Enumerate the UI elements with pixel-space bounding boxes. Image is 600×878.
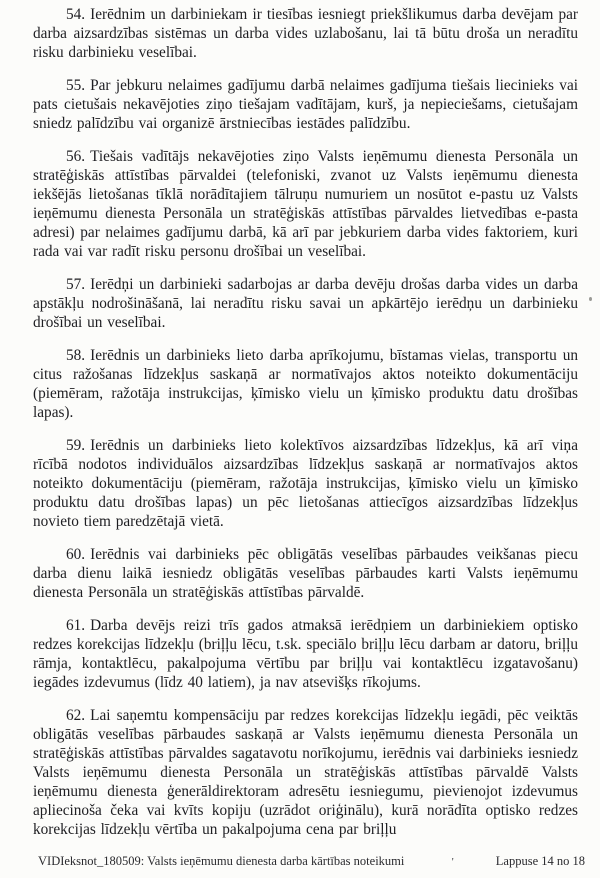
footer-document-id: VIDIeksnot_180509: Valsts ieņēmumu dienesta darba kārtības noteikumi (38, 854, 405, 868)
paragraph-60 (33, 545, 578, 602)
paragraph-text: Ierēdnis un darbinieks lieto darba aprīkojumu, bīstamas vielas, transportu un citus ražošanas līdzekļus saskaņā ar normatīvajos aktos noteikto dokumentāciju (piemēram, ražotāja instrukcijas, ķīmisko vielu un ķīmisko produktu datu drošības lapas). (33, 347, 578, 421)
paragraph-55 (33, 76, 578, 133)
paragraph-number: 58. (66, 347, 86, 364)
paragraph-57 (33, 275, 578, 332)
paragraph-54 (33, 5, 578, 62)
paragraph-text: Par jebkuru nelaimes gadījumu darbā nelaimes gadījuma tiešais liecinieks vai pats cietušais nekavējoties ziņo tiešajam vadītājam, kurš, ja nepieciešams, cietušajam sniedz palīdzību vai organizē ārstniecības iestādes palīdzību. (33, 77, 578, 132)
paragraph-number: 57. (66, 276, 86, 293)
paragraph-text: Ierēdnim un darbiniekam ir tiesības iesniegt priekšlikumus darba devējam par darba aizsardzības sistēmas un darba vides uzlabošanu, lai tā būtu droša un neradītu risku darbinieku veselībai. (33, 6, 578, 61)
paragraph-number: 54. (66, 6, 86, 23)
paragraph-text: Ierēdnis vai darbinieks pēc obligātās veselības pārbaudes veikšanas piecu darba dienu laikā iesniedz obligātās veselības pārbaudes karti Valsts ieņēmumu dienesta Personāla un stratēģiskās attīstības pārvaldē. (33, 546, 578, 601)
paragraph-59 (33, 436, 578, 531)
paragraph-text: Lai saņemtu kompensāciju par redzes korekcijas līdzekļu iegādi, pēc veiktās obligātās veselības pārbaudes saskaņā ar Valsts ieņēmumu dienesta Personāla un stratēģiskās attīstības pārvaldes sagatavotu norīkojumu, ierēdnis vai darbinieks iesniedz Valsts ieņēmumu dienesta Personāla un stratēģiskās attīstības pārvaldē Valsts ieņēmumu dienesta ģenerāldirektoram adresētu iesniegumu, pievienojot izdevumus apliecinoša čeka vai kvīts kopiju (uzrādot oriģinālu), kurā norādīta optisko redzes korekcijas līdzekļu vērtība un pakalpojuma cena par briļļu (33, 707, 578, 838)
paragraph-number: 60. (66, 546, 86, 563)
paragraph-text: Darba devējs reizi trīs gados atmaksā ierēdņiem un darbiniekiem optisko redzes korekcijas līdzekļu (briļļu lēcu, t.sk. speciālo briļļu lēcu darbam ar datoru, briļļu rāmja, kontaktlēcu, pakalpojuma vērtību par briļļu vai kontaktlēcu izgatavošanu) iegādes izdevumus (līdz 40 latiem), ja nav atsevišķs rīkojums. (33, 617, 578, 691)
page-footer (38, 854, 585, 869)
scan-speck (589, 297, 592, 301)
paragraph-61 (33, 616, 578, 692)
footer-separator-mark: ' (451, 856, 454, 868)
paragraph-58 (33, 346, 578, 422)
paragraph-56 (33, 147, 578, 261)
paragraph-text: Tiešais vadītājs nekavējoties ziņo Valsts ieņēmumu dienesta Personāla un stratēģiskās attīstības pārvaldei (telefoniski, zvanot uz Valsts ieņēmumu dienesta iekšējās lietošanas tīklā norādītajiem tālruņu numuriem un nosūtot e-pastu uz Valsts ieņēmumu dienesta Personāla un stratēģiskās attīstības pārvaldes lietvedības e-pasta adresi) par nelaimes gadījumu darbā, kā arī par jebkuriem darba vides faktoriem, kuri rada vai var radīt risku personu drošībai un veselībai. (33, 148, 578, 260)
paragraph-number: 61. (66, 617, 86, 634)
paragraph-62 (33, 706, 578, 839)
paragraph-number: 59. (66, 437, 86, 454)
paragraph-number: 55. (66, 77, 86, 94)
paragraph-text: Ierēdņi un darbinieki sadarbojas ar darba devēju drošas darba vides un darba apstākļu nodrošināšanā, lai neradītu risku savai un apkārtējo ierēdņu un darbinieku drošībai un veselībai. (33, 276, 578, 331)
footer-page-number: Lappuse 14 no 18 (495, 854, 585, 868)
document-body (33, 5, 578, 846)
paragraph-number: 62. (66, 707, 86, 724)
paragraph-number: 56. (66, 148, 86, 165)
paragraph-text: Ierēdnis un darbinieks lieto kolektīvos aizsardzības līdzekļus, kā arī viņa rīcībā nodotos individuālos aizsardzības līdzekļus saskaņā ar normatīvajos aktos noteikto dokumentāciju (piemēram, ražotāja instrukcijas, ķīmisko vielu un ķīmisko produktu datu drošības lapas) un pēc lietošanas attiecīgos aizsardzības līdzekļus novieto tiem paredzētajā vietā. (33, 437, 578, 530)
